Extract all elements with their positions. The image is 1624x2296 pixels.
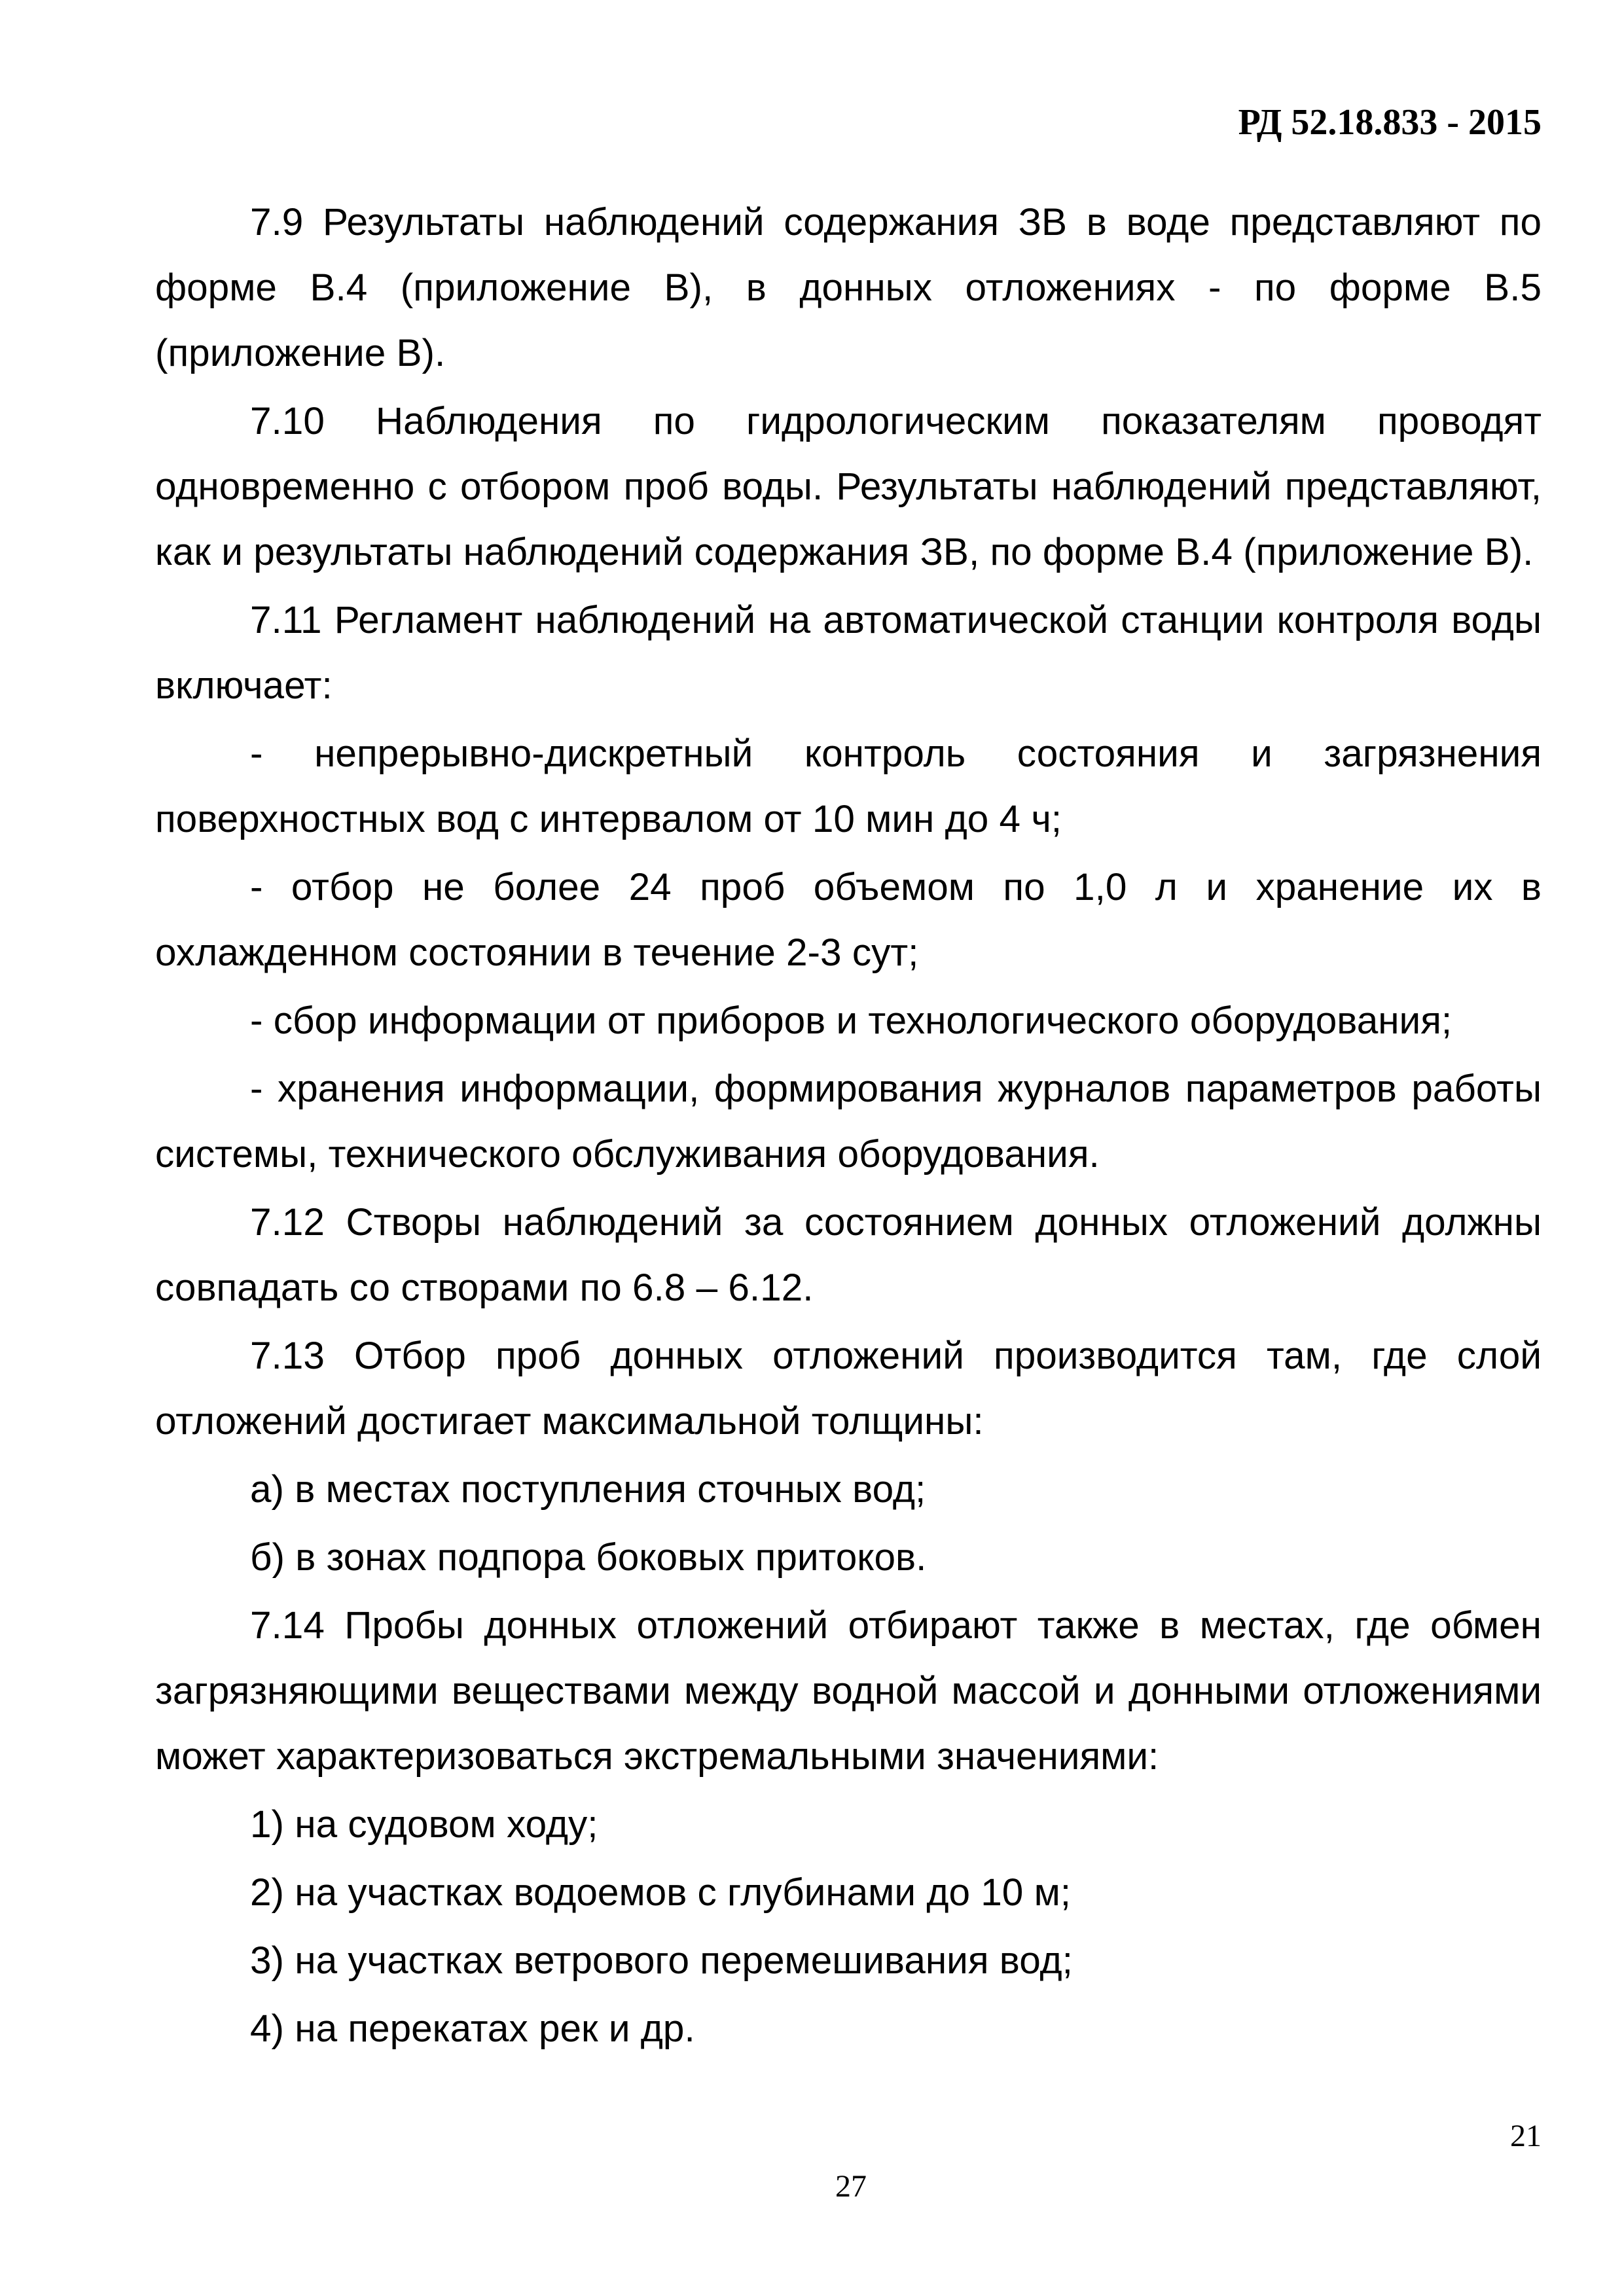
document-body xyxy=(155,190,1542,2064)
list-item: 1) на судовом ходу; xyxy=(250,1803,598,1846)
list-item: 2) на участках водоемов с глубинами до 10 м; xyxy=(250,1871,1072,1914)
list-item: - хранения информации, формирования журналов параметров работы системы, технического обслуживания оборудования. xyxy=(155,1067,1542,1175)
paragraph-7-13: 7.13 Отбор проб донных отложений производится там, где слой отложений достигает максимальной толщины: xyxy=(155,1335,1542,1443)
page-number-file: 27 xyxy=(835,2169,867,2204)
paragraph-7-9: 7.9 Результаты наблюдений содержания ЗВ в воде представляют по форме В.4 (приложение В), в донных отложениях - по форме В.5 (приложение В). xyxy=(155,201,1542,374)
list-item: б) в зонах подпора боковых притоков. xyxy=(250,1536,927,1579)
list-item: - непрерывно-дискретный контроль состояния и загрязнения поверхностных вод с интервалом от 10 мин до 4 ч; xyxy=(155,732,1542,840)
paragraph-7-12: 7.12 Створы наблюдений за состоянием донных отложений должны совпадать со створами по 6.8 – 6.12. xyxy=(155,1201,1542,1309)
page-number-document: 21 xyxy=(1510,2119,1542,2153)
list-item: а) в местах поступления сточных вод; xyxy=(250,1468,926,1511)
paragraph-7-11: 7.11 Регламент наблюдений на автоматической станции контроля воды включает: xyxy=(155,599,1542,707)
list-item: - сбор информации от приборов и технологического оборудования; xyxy=(250,999,1453,1042)
list-item: 4) на перекатах рек и др. xyxy=(250,2007,695,2050)
paragraph-7-14: 7.14 Пробы донных отложений отбирают также в местах, где обмен загрязняющими веществами между водной массой и донными отложениями может характеризоваться экстремальными значениями: xyxy=(155,1604,1542,1778)
document-code: РД 52.18.833 - 2015 xyxy=(1238,102,1542,143)
paragraph-7-10: 7.10 Наблюдения по гидрологическим показателям проводят одновременно с отбором проб воды. Результаты наблюдений представляют, как и результаты наблюдений содержания ЗВ, по форме В.4 (приложение В). xyxy=(155,400,1542,573)
list-item: - отбор не более 24 проб объемом по 1,0 л и хранение их в охлажденном состоянии в течение 2-3 сут; xyxy=(155,866,1542,974)
list-item: 3) на участках ветрового перемешивания вод; xyxy=(250,1939,1073,1982)
